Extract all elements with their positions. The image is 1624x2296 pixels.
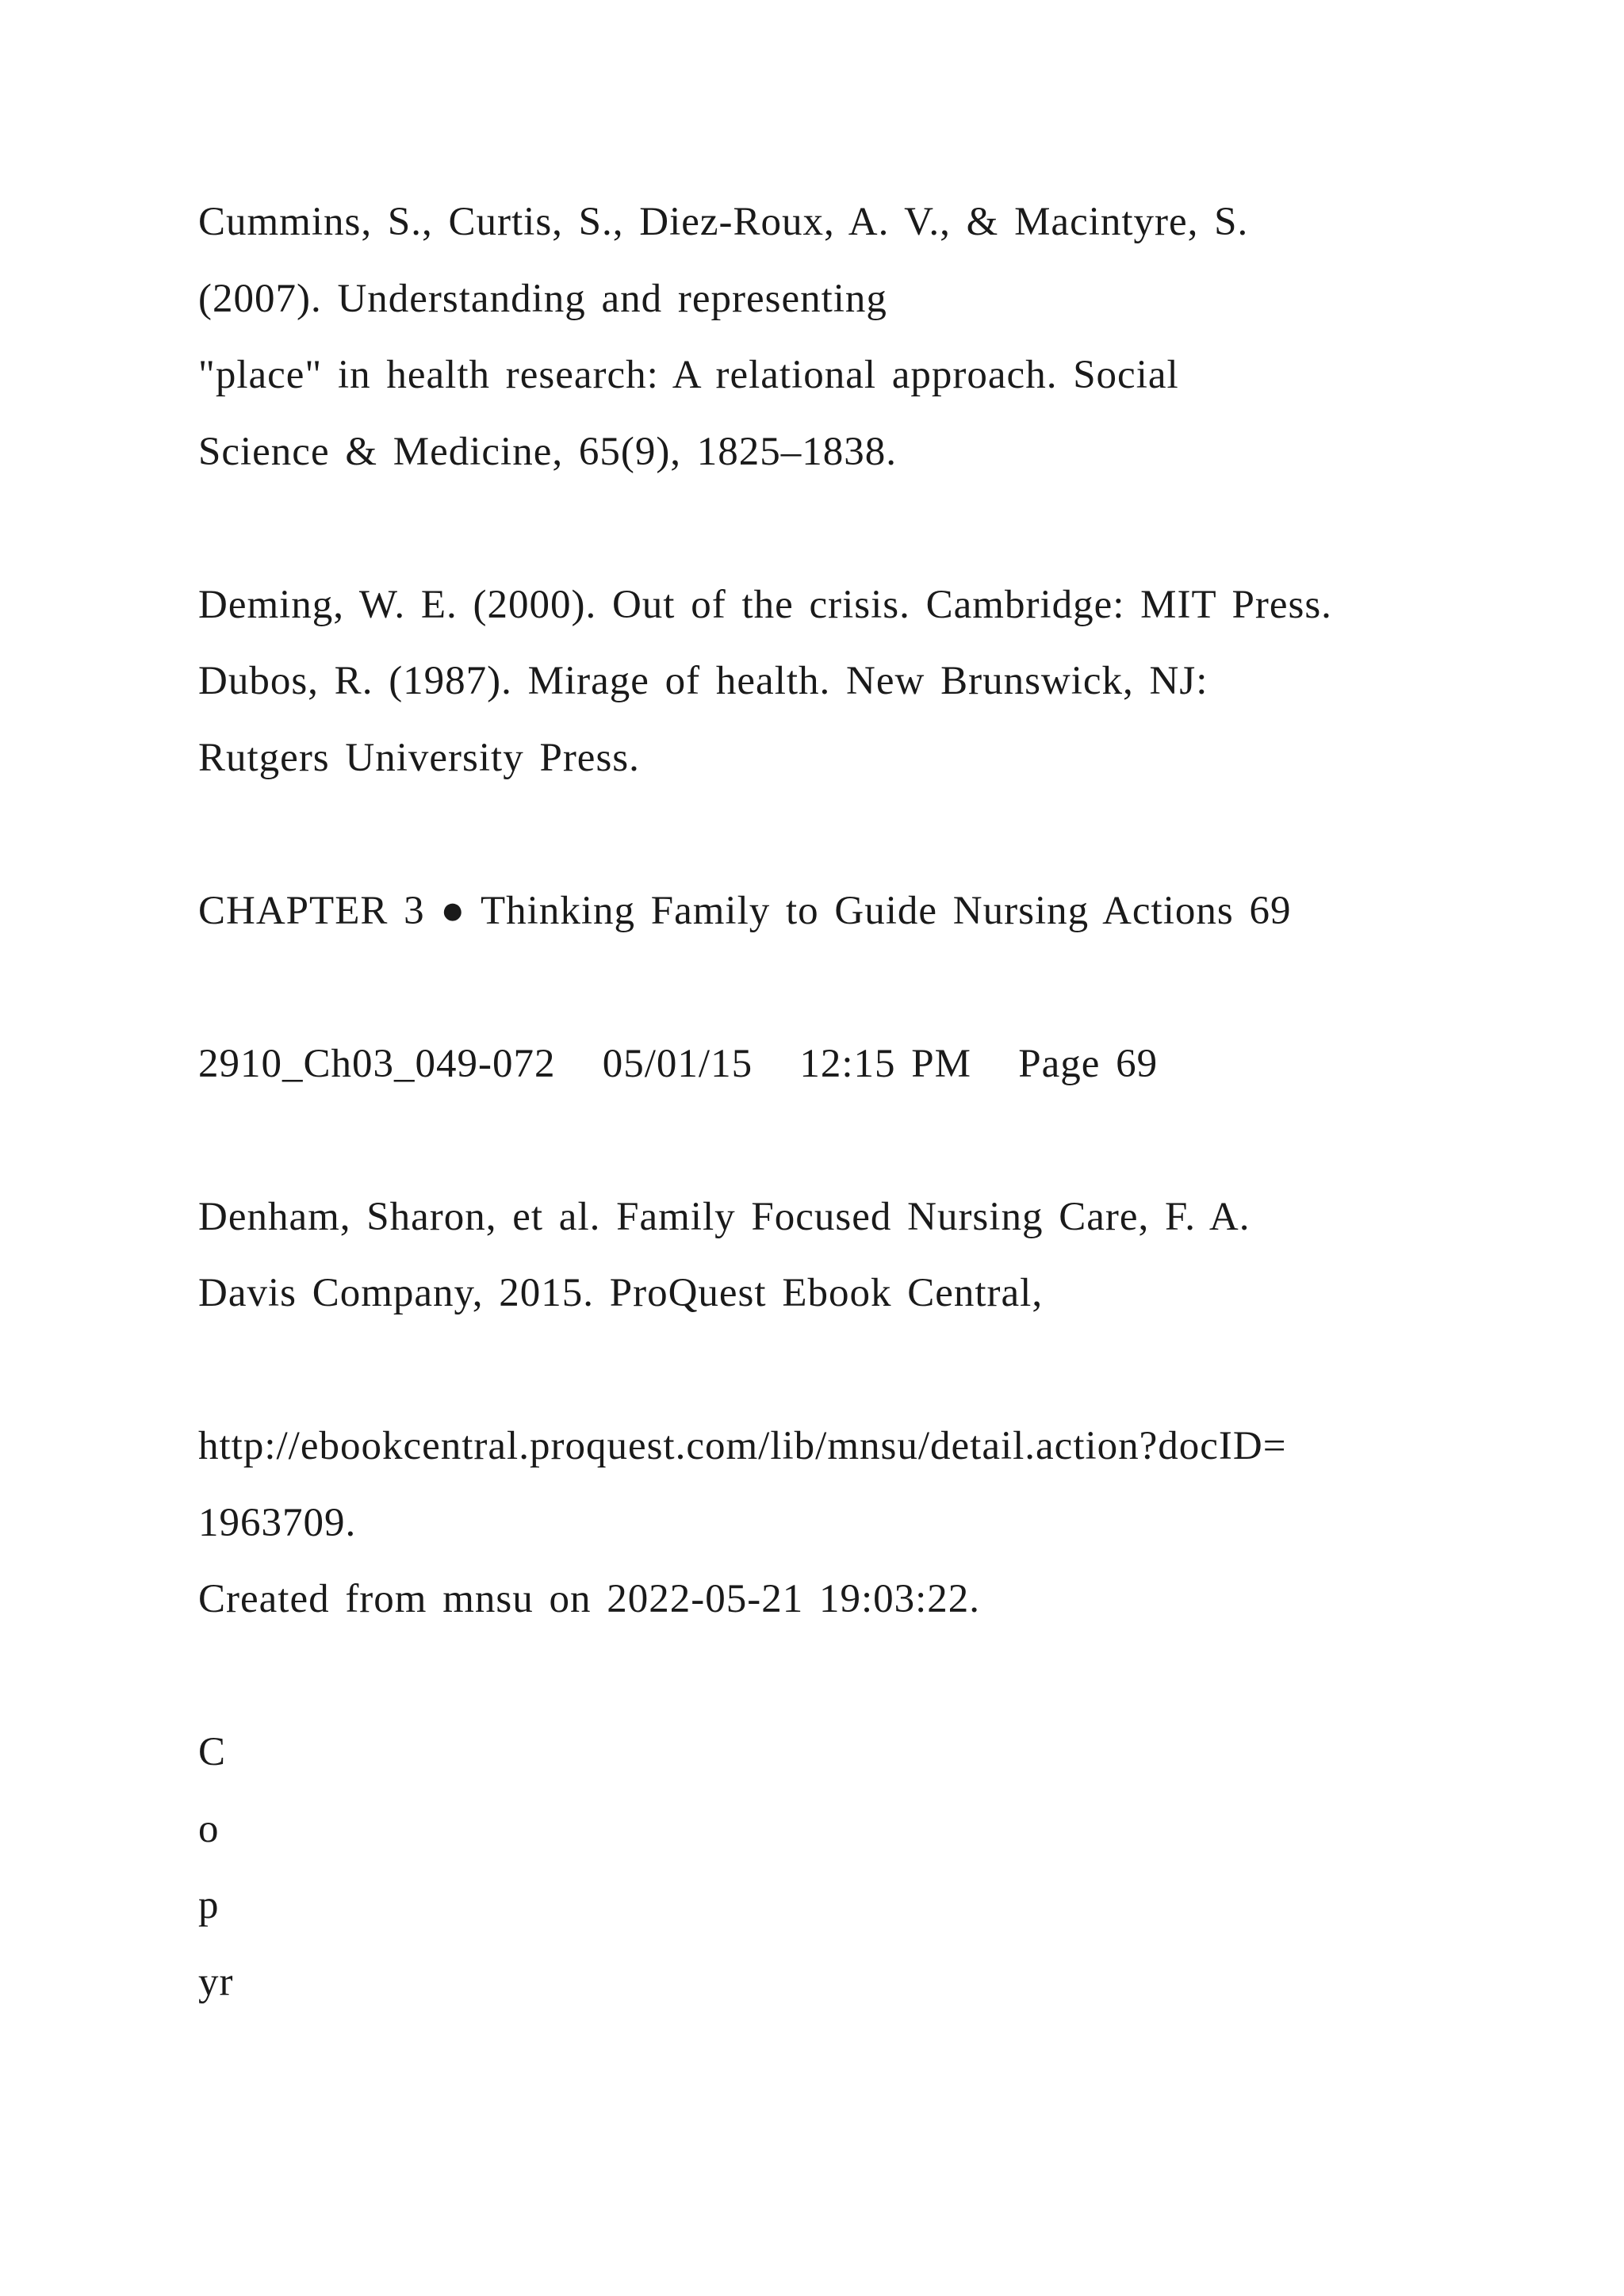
paragraph-gap — [198, 796, 1546, 873]
running-header: CHAPTER 3 ● Thinking Family to Guide Nursing Actions 69 — [198, 888, 1292, 933]
citation-line: Davis Company, 2015. ProQuest Ebook Central, — [198, 1271, 1044, 1315]
reference-line: (2007). Understanding and representing — [198, 276, 887, 321]
copyright-letter: C — [198, 1730, 227, 1774]
reference-line: Dubos, R. (1987). Mirage of health. New Brunswick, NJ: — [198, 659, 1208, 703]
citation-line: Denham, Sharon, et al. Family Focused Nursing Care, F. A. — [198, 1194, 1251, 1239]
copyright-letter: p — [198, 1883, 220, 1927]
paragraph-gap — [198, 490, 1546, 567]
reference-line: Deming, W. E. (2000). Out of the crisis. Cambridge: MIT Press. — [198, 582, 1332, 627]
reference-line: "place" in health research: A relational approach. Social — [198, 353, 1179, 397]
reference-cummins — [198, 184, 1546, 490]
reference-deming-dubos — [198, 567, 1546, 797]
paragraph-gap — [198, 1332, 1546, 1409]
copyright-fragment — [198, 1714, 1546, 2020]
copyright-letter: o — [198, 1806, 220, 1851]
paragraph-gap — [198, 1102, 1546, 1179]
created-line: Created from mnsu on 2022-05-21 19:03:22. — [198, 1577, 981, 1621]
citation-block — [198, 1179, 1546, 1332]
page-text — [198, 184, 1546, 2020]
source-url — [198, 1408, 1546, 1561]
reference-line: Cummins, S., Curtis, S., Diez-Roux, A. V., & Macintyre, S. — [198, 200, 1249, 244]
source-url-line: 1963709. — [198, 1500, 357, 1545]
reference-line: Science & Medicine, 65(9), 1825–1838. — [198, 429, 898, 474]
source-url-line: http://ebookcentral.proquest.com/lib/mnsu/detail.action?docID= — [198, 1424, 1287, 1468]
print-slug: 2910_Ch03_049-072 05/01/15 12:15 PM Page 69 — [198, 1041, 1159, 1086]
reference-line: Rutgers University Press. — [198, 735, 640, 780]
paragraph-gap — [198, 949, 1546, 1026]
paragraph-gap — [198, 1638, 1546, 1715]
copyright-letter: yr — [198, 1959, 234, 2004]
